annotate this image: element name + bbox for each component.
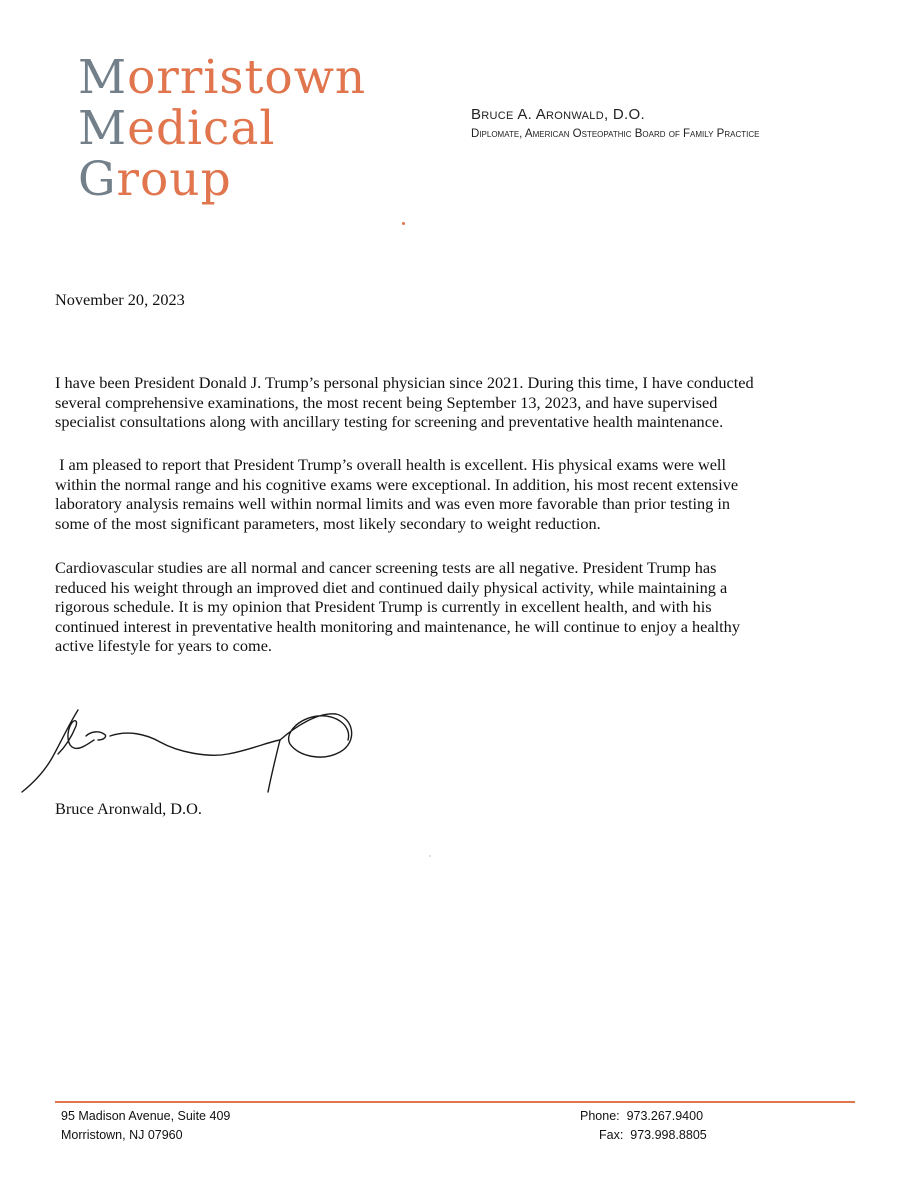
doctor-credentials: Diplomate, American Osteopathic Board of Family Practice: [471, 128, 760, 140]
logo-line-2: Medical: [78, 101, 276, 156]
morristown-medical-group-logo: [78, 52, 366, 205]
phone-number: Phone: 973.267.9400: [580, 1109, 704, 1123]
paragraph-2: [55, 455, 855, 533]
paragraph-3: [55, 558, 855, 656]
paragraph-line: Cardiovascular studies are all normal and cancer screening tests are all negative. President Trump has: [55, 558, 717, 577]
letter-date: November 20, 2023: [55, 290, 185, 309]
paragraph-line: I am pleased to report that President Trump’s overall health is excellent. His physical exams were well: [55, 455, 726, 474]
paragraph-line: active lifestyle for years to come.: [55, 636, 272, 655]
paragraph-line: laboratory analysis remains well within normal limits and was even more favorable than prior testing in: [55, 494, 731, 513]
paragraph-line: rigorous schedule. It is my opinion that President Trump is currently in excellent health, and with his: [55, 597, 712, 616]
decorative-dot: [402, 222, 405, 225]
footer-divider: [55, 1101, 855, 1103]
address-line-2: Morristown, NJ 07960: [61, 1128, 183, 1142]
paragraph-1: [55, 373, 855, 432]
letterhead-doctor-block: [471, 105, 801, 143]
paragraph-line: within the normal range and his cognitive exams were exceptional. In addition, his most recent extensive: [55, 474, 739, 494]
footer-address: [61, 1107, 230, 1145]
paragraph-line: specialist consultations along with ancillary testing for screening and preventative health maintenance.: [55, 412, 724, 431]
paragraph-line: several comprehensive examinations, the most recent being September 13, 2023, and have supervised: [55, 392, 718, 412]
paragraph-line: continued interest in preventative health monitoring and maintenance, he will continue to enjoy a healthy: [55, 616, 740, 636]
decorative-dot: [429, 855, 431, 857]
fax-number: Fax: 973.998.8805: [599, 1128, 707, 1142]
paragraph-line: reduced his weight through an improved diet and continued daily physical activity, while maintaining a: [55, 577, 728, 597]
paragraph-line: some of the most significant parameters, most likely secondary to weight reduction.: [55, 513, 601, 533]
address-line-1: 95 Madison Avenue, Suite 409: [61, 1109, 231, 1123]
footer-contact: [580, 1107, 707, 1145]
doctor-name: Bruce A. Aronwald, D.O.: [471, 106, 645, 123]
logo-line-1: Morristown: [78, 50, 367, 105]
signatory-name: Bruce Aronwald, D.O.: [55, 799, 202, 818]
paragraph-line: I have been President Donald J. Trump’s personal physician since 2021. During this time, I have conducted: [55, 373, 754, 392]
handwritten-signature: [18, 696, 358, 796]
logo-line-3: Group: [78, 152, 232, 207]
